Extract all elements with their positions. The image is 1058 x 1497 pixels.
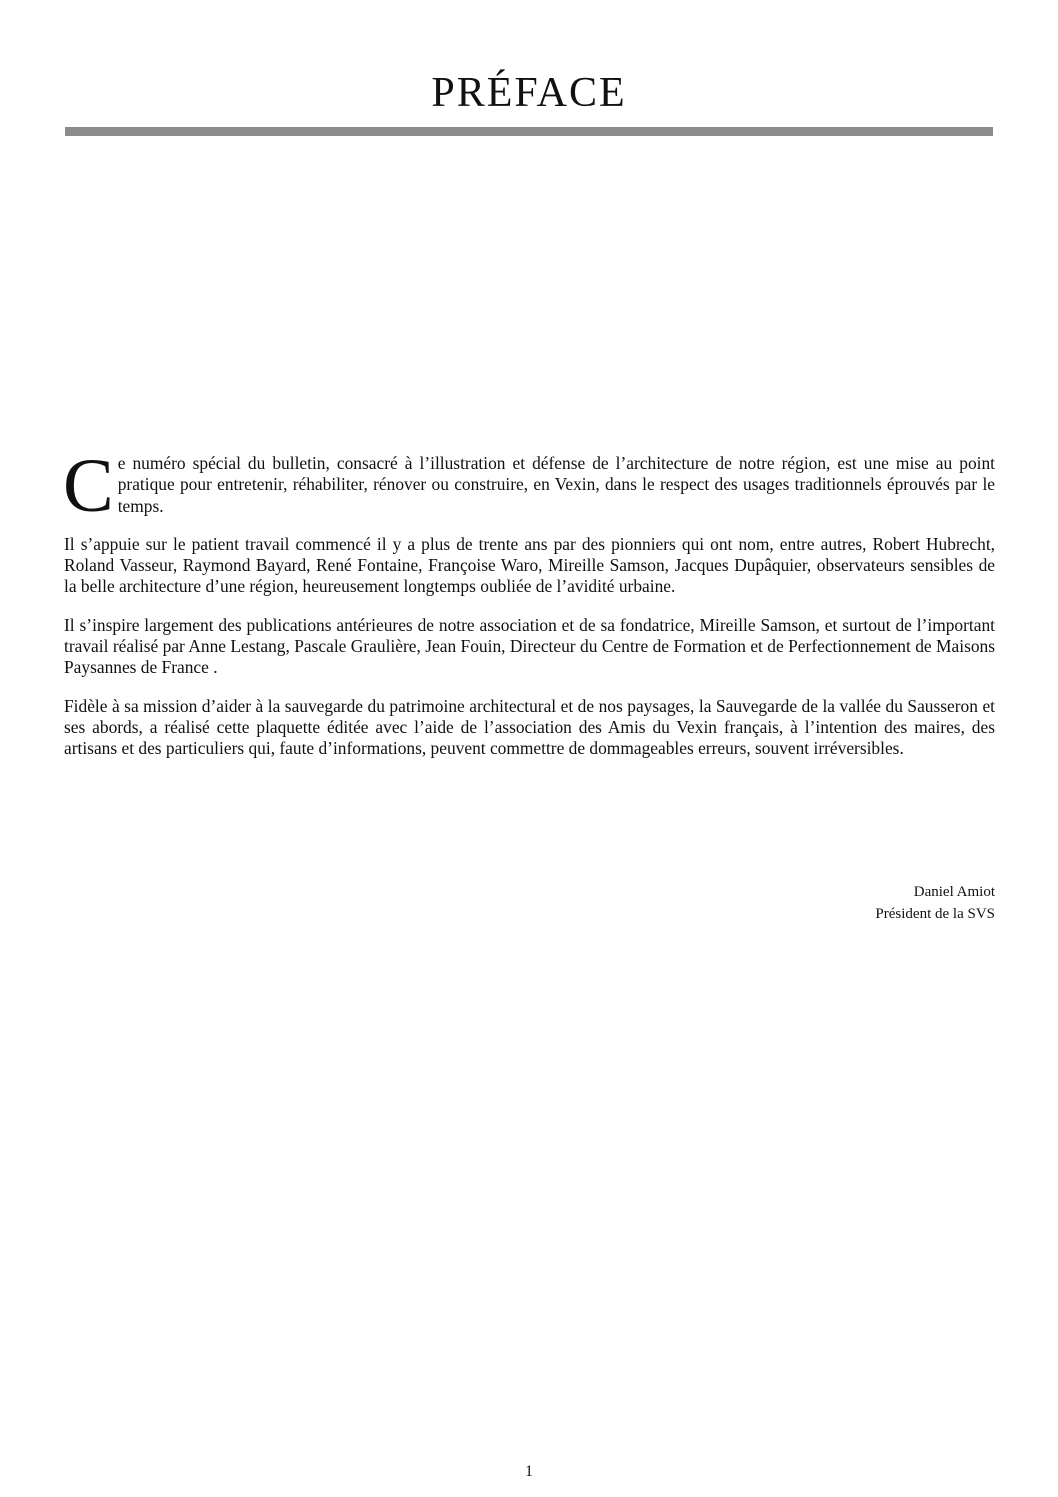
title-divider <box>65 127 993 136</box>
paragraph-3: Il s’inspire largement des publications antérieures de notre association et de sa fondatrice, Mireille Samson, et surtout de l’important travail réalisé par Anne Lestang, Pascale Graulière, Jean Fouin, Directeur du Centre de Formation et de Perfectionnement de Maisons Paysannes de France . <box>64 614 995 678</box>
paragraph-2: Il s’appuie sur le patient travail commencé il y a plus de trente ans par des pionniers qui ont nom, entre autres, Robert Hubrecht, Roland Vasseur, Raymond Bayard, René Fontaine, Françoise Waro, Mireille Samson, Jacques Dupâquier, observateurs sensibles de la belle architecture d’une région, heureusement longtemps oubliée de l’avidité urbaine. <box>64 533 995 597</box>
paragraph-1 <box>63 444 995 528</box>
page-title: PRÉFACE <box>431 70 627 116</box>
signature-name: Daniel Amiot <box>913 884 995 900</box>
page-number: 1 <box>525 1463 533 1480</box>
paragraph-1-text: e numéro spécial du bulletin, consacré à l’illustration et défense de l’architecture de notre région, est une mise au point pratique pour entretenir, réhabiliter, rénover ou construire, en Vexin, dans le respect des usages traditionnels éprouvés par le temps. <box>117 453 995 516</box>
preface-body <box>63 444 995 777</box>
drop-cap: C <box>63 444 114 528</box>
paragraph-4: Fidèle à sa mission d’aider à la sauvegarde du patrimoine architectural et de nos paysages, la Sauvegarde de la vallée du Sausseron et ses abords, a réalisé cette plaquette éditée avec l’aide de l’association des Amis du Vexin français, à l’intention des maires, des artisans et des particuliers qui, faute d’informations, peuvent commettre de dommageables erreurs, souvent irréversibles. <box>64 695 995 759</box>
signature-role: Président de la SVS <box>875 906 995 922</box>
signature-block <box>875 881 995 925</box>
